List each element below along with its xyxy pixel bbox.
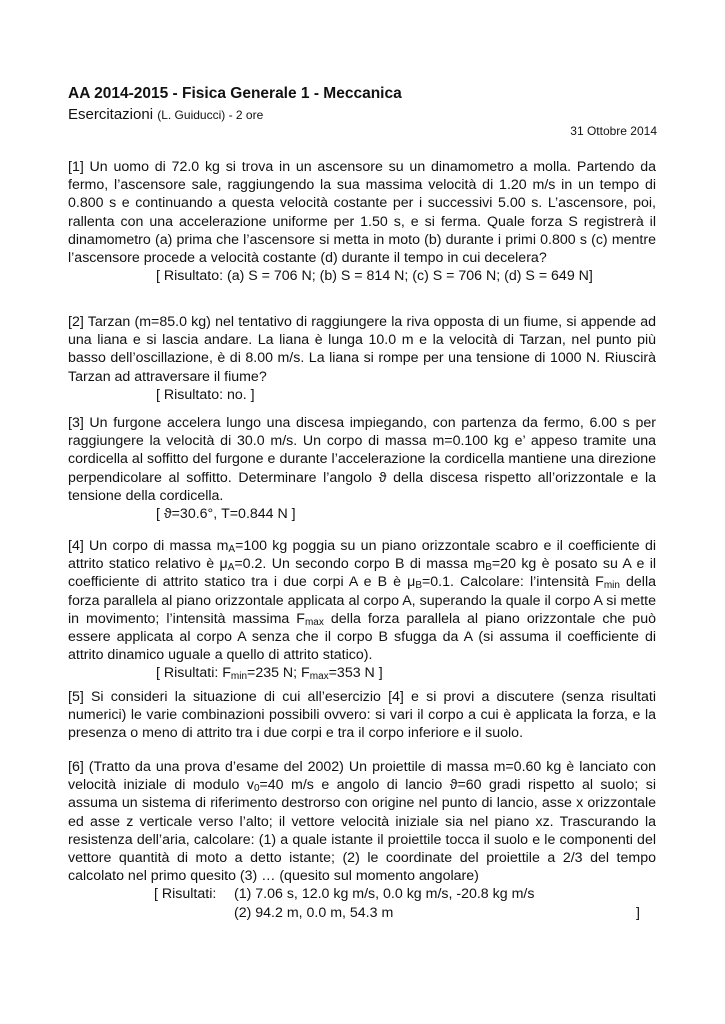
problem-3-text: [3] Un furgone accelera lungo una discesa impiegando, con partenza da fermo, 6.00 s per raggiungere la velocità di 30.0 m/s. Un corpo di massa m=0.100 kg e’ appeso tramite una cordicella al soffitto del furgone e durante l’accelerazione la cordicella mantiene una direzione perpendicolare al soffitto. Determinare l’angolo ϑ della discesa rispetto all’orizzontale e la tensione della cordicella. bbox=[68, 415, 656, 504]
problem-1-result: [ Risultato: (a) S = 706 N; (b) S = 814 N; (c) S = 706 N; (d) S = 649 N] bbox=[156, 268, 593, 285]
document-title: AA 2014-2015 - Fisica Generale 1 - Meccanica bbox=[68, 85, 402, 102]
text-run: =0.2. Un secondo corpo B di massa m bbox=[234, 556, 486, 573]
text-run: =20 kg è posato su A e il coefficiente di attrito statico tra i due corpi A e B è μ bbox=[68, 556, 656, 591]
problem-2-result: [ Risultato: no. ] bbox=[156, 386, 255, 403]
subscript: A bbox=[227, 562, 235, 574]
problem-4-result bbox=[68, 664, 656, 682]
result-close-bracket: ] bbox=[636, 904, 640, 921]
document-date: 31 Ottobre 2014 bbox=[570, 124, 657, 138]
problem-4-text bbox=[68, 537, 656, 664]
spacer bbox=[154, 904, 234, 922]
text-run: [6] (Tratto da una prova d’esame del 2002) Un proiettile di massa m=0.60 kg è lanciato con velocità iniziale di modulo v bbox=[68, 759, 656, 794]
result-label: [ Risultati: bbox=[154, 886, 217, 903]
problem-5 bbox=[68, 688, 656, 743]
subscript: max bbox=[309, 671, 329, 683]
problem-2-text: [2] Tarzan (m=85.0 kg) nel tentativo di raggiungere la riva opposta di un fiume, si appende ad una liana e si lascia andare. La liana è lunga 10.0 m e la velocità di Tarzan, nel punto più basso dell’oscillazione, è di 8.00 m/s. La liana si rompe per una tensione di 1000 N. Riuscirà Tarzan ad attraversare il fiume? bbox=[68, 314, 656, 385]
subscript: 0 bbox=[253, 783, 260, 795]
problem-1-text: [1] Un uomo di 72.0 kg si trova in un ascensore su un dinamometro a molla. Partendo da fermo, l’ascensore sale, raggiungendo la sua massima velocità di 1.20 m/s in un tempo di 0.800 s e continuando a questa velocità costante per i successivi 5.00 s. L’ascensore, poi, rallenta con una accelerazione uniforme per 1.50 s, e si ferma. Quale forza S registrerà il dinamometro (a) prima che l’ascensore si metta in moto (b) durante i primi 0.800 s (c) mentre l’ascensore procede a velocità costante (d) durante il tempo in cui decelera? bbox=[68, 159, 656, 267]
problem-3 bbox=[68, 414, 656, 523]
problem-6-result bbox=[68, 885, 656, 921]
text-run: [4] Un corpo di massa m bbox=[68, 538, 229, 554]
text-run: della forza parallela al piano orizzontale che può essere applicata al corpo A senza che il corpo B sfugga da A (si assuma il coefficiente di attrito dinamico uguale a quello di attrito statico). bbox=[68, 610, 656, 664]
subscript: max bbox=[304, 616, 324, 628]
document-subtitle bbox=[68, 106, 263, 123]
subscript: A bbox=[228, 544, 236, 555]
subtitle-author: (L. Guiducci) - 2 ore bbox=[157, 108, 264, 122]
problem-6 bbox=[68, 758, 656, 922]
text-run: =40 m/s e angolo di lancio ϑ=60 gradi rispetto al suolo; si assuma un sistema di riferimento destrorso con origine nel punto di lancio, asse x orizzontale ed asse z verticale verso l’alto; il vettore velocità iniziale sia nel piano xz. Trascurando la resistenza dell’aria, calcolare: (1) a quale istante il proiettile tocca il suolo e le componenti del vettore quantità di moto a detto istante; (2) le coordinate del proiettile a 2/3 del tempo calcolato nel primo quesito (3) … (quesito sul momento angolare) bbox=[68, 777, 656, 885]
text-run: =0.1. Calcolare: l’intensità F bbox=[421, 574, 604, 591]
subscript: min bbox=[603, 580, 620, 592]
subscript: min bbox=[230, 671, 248, 683]
result-line-1: (1) 7.06 s, 12.0 kg m/s, 0.0 kg m/s, -20.8 kg m/s bbox=[234, 886, 535, 903]
text-run: della forza parallela al piano orizzontale applicata al corpo A, superando la quale il corpo A si mette in movimento; l’intensità massima F bbox=[68, 574, 656, 627]
subscript: B bbox=[415, 580, 422, 592]
text-run: =353 N ] bbox=[328, 665, 383, 682]
spacer bbox=[636, 885, 656, 903]
result-line-2: (2) 94.2 m, 0.0 m, 54.3 m bbox=[234, 904, 394, 921]
text-run: =235 N; F bbox=[247, 665, 310, 682]
problem-6-text bbox=[68, 758, 656, 885]
problem-3-result: [ ϑ=30.6°, T=0.844 N ] bbox=[156, 506, 296, 523]
subscript: B bbox=[485, 562, 492, 574]
problem-2 bbox=[68, 313, 656, 404]
subtitle-main: Esercitazioni bbox=[68, 106, 154, 123]
problem-5-text: [5] Si consideri la situazione di cui all’esercizio [4] e si provi a discutere (senza risultati numerici) le varie combinazioni possibili ovvero: si vari il corpo a cui è applicata la forza, e la presenza o meno di attrito tra i due corpi e tra il corpo inferiore e il suolo. bbox=[68, 689, 656, 742]
text-run: =100 kg poggia su un piano orizzontale scabro e il coefficiente di attrito statico relativo è μ bbox=[68, 538, 657, 573]
text-run: [ Risultati: F bbox=[156, 665, 231, 682]
problem-4 bbox=[68, 537, 656, 683]
problem-1 bbox=[68, 158, 656, 285]
